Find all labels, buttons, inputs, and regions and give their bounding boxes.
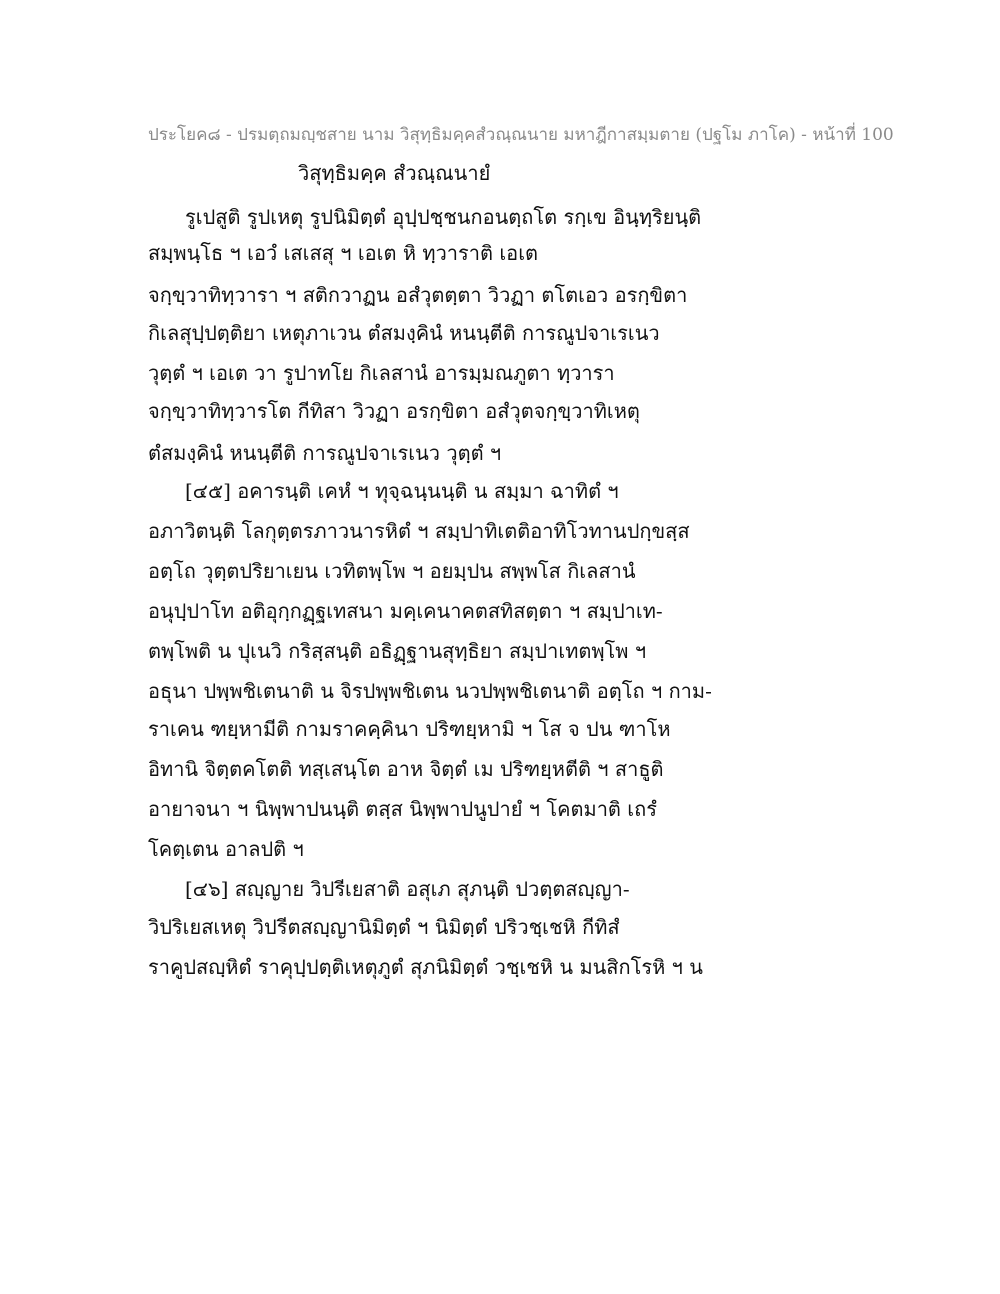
text-line: กิเลสุปฺปตฺติยา เหตุภาเวน ตํสมงฺคินํ หนนฺตีติ การณูปจาเรเนว	[148, 321, 660, 345]
text-line: จกฺขฺวาทิทฺวารโต กีทิสา วิวฏา อรกฺขิตา อสํวุตจกฺขฺวาทิเหตุ	[148, 399, 640, 423]
text-line: อนุปฺปาโท อติอุกฺกฏฺฐเทสนา มคฺเคนาคตสทิสตฺตา ฯ สมฺปาเท-	[148, 599, 663, 623]
text-line: ตํสมงฺคินํ หนนฺตีติ การณูปจาเรเนว วุตฺตํ ฯ	[148, 441, 502, 465]
text-line: ราเคน ฑยฺหามีติ กามราคคฺคินา ปริฑยฺหามิ ฯ โส จ ปน ฑาโห	[148, 717, 671, 741]
text-line: ตพฺโพติ น ปุเนวิ กริสฺสนฺติ อธิฏฺฐานสุทฺธิยา สมฺปาเทตพฺโพ ฯ	[148, 639, 647, 663]
text-line: โคตฺเตน อาลปติ ฯ	[148, 837, 304, 861]
text-line: [๔๕] อคารนฺติ เคหํ ฯ ทุจฺฉนฺนนฺติ น สมฺมา ฉาทิตํ ฯ	[185, 479, 619, 503]
text-line: วุตฺตํ ฯ เอเต วา รูปาทโย กิเลสานํ อารมฺมณภูตา ทฺวารา	[148, 361, 615, 385]
text-line: วิปริเยสเหตุ วิปรีตสญฺญานิมิตฺตํ ฯ นิมิตฺตํ ปริวชฺเชหิ กีทิสํ	[148, 915, 620, 939]
text-line: ราคูปสญฺหิตํ ราคุปฺปตฺติเหตุภูตํ สุภนิมิตฺตํ วชฺเชหิ น มนสิกโรหิ ฯ น	[148, 955, 703, 979]
text-line: อธุนา ปพฺพชิเตนาติ น จิรปพฺพชิเตน นวปพฺพชิเตนาติ อตฺโถ ฯ กาม-	[148, 679, 712, 703]
text-line: จกฺขฺวาทิทฺวารา ฯ สติกวาฏน อสํวุตตฺตา วิวฏา ตโตเอว อรกฺขิตา	[148, 283, 688, 307]
text-line: [๔๖] สญฺญาย วิปรีเยสาติ อสุเภ สุภนฺติ ปวตฺตสญฺญา-	[185, 877, 630, 901]
text-line: อิทานิ จิตฺตคโตติ ทสฺเสนฺโต อาห จิตฺตํ เม ปริฑยฺหตีติ ฯ สาธูติ	[148, 757, 664, 781]
text-line: อตฺโถ วุตฺตปริยาเยน เวทิตพฺโพ ฯ อยมฺปน สพฺพโส กิเลสานํ	[148, 559, 636, 583]
text-line: อภาวิตนฺติ โลกุตฺตรภาวนารหิตํ ฯ สมฺปาทิเตติอาทิโวทานปกฺขสฺส	[148, 519, 690, 543]
text-line: อายาจนา ฯ นิพฺพาปนนฺติ ตสฺส นิพฺพาปนูปายํ ฯ โคตมาติ เถรํ	[148, 797, 657, 821]
text-line: สมฺพนฺโธ ฯ เอวํ เสเสสุ ฯ เอเต หิ ทฺวาราติ เอเต	[148, 241, 539, 265]
text-line: รูเปสูติ รูปเหตุ รูปนิมิตฺตํ อุปฺปชฺชนกอนตฺถโต รกฺเข อินฺทฺริยนฺติ	[185, 205, 702, 229]
page-header: ประโยค๘ - ปรมตฺถมญฺชสาย นาม วิสุทฺธิมคฺคสํวณฺณนาย มหาฎีกาสมฺมตาย (ปฐโม ภาโค) - หน้าที่ 100	[148, 125, 894, 145]
document-title: วิสุทฺธิมคฺค สํวณฺณนายํ	[298, 161, 491, 185]
